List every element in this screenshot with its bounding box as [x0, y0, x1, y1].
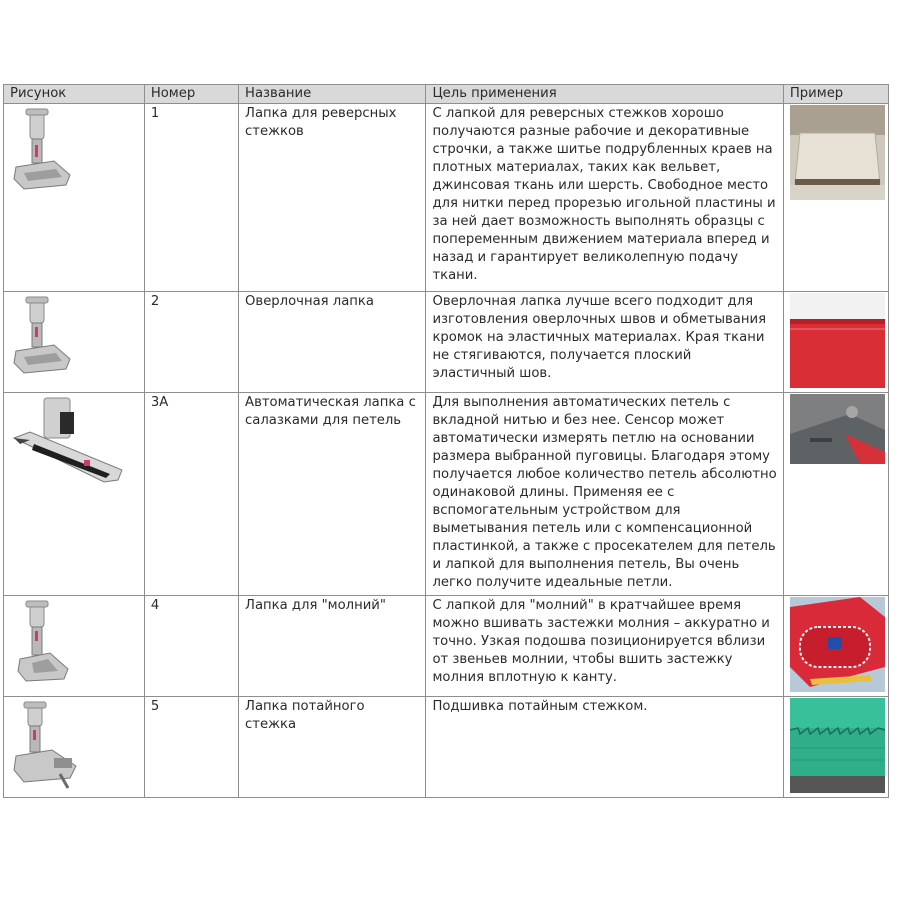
table-row — [4, 292, 889, 393]
picture-cell — [4, 104, 145, 292]
table-row — [4, 393, 889, 596]
table-row — [4, 697, 889, 798]
header-name: Название — [239, 85, 426, 104]
number-cell: 3A — [144, 393, 238, 596]
table-header-row — [4, 85, 889, 104]
overlock-sample-image — [790, 293, 885, 388]
zipper-sample-image — [790, 597, 885, 692]
example-cell — [783, 393, 888, 596]
header-number: Номер — [144, 85, 238, 104]
picture-cell — [4, 292, 145, 393]
header-picture: Рисунок — [4, 85, 145, 104]
example-cell — [783, 292, 888, 393]
number-cell: 1 — [144, 104, 238, 292]
presser-foot-1-image — [10, 105, 80, 205]
picture-cell — [4, 393, 145, 596]
number-cell: 5 — [144, 697, 238, 798]
presser-feet-table — [3, 84, 889, 798]
apron-sample-image — [790, 105, 885, 200]
purpose-cell: С лапкой для реверсных стежков хорошо получаются разные рабочие и декоративные строчки, а также шитье подрубленных краев на плотных материалах, таких как вельвет, джинсовая ткань или шерсть. Свободное место для нитки перед прорезью игольной пластины и за ней дает возможность выполнять образцы с попеременным движением материала вперед и назад и гарантирует великолепную подачу ткани. — [426, 104, 783, 292]
zipper-foot-image — [10, 597, 80, 689]
example-cell — [783, 596, 888, 697]
name-cell: Лапка потайного стежка — [239, 697, 426, 798]
purpose-cell: Подшивка потайным стежком. — [426, 697, 783, 798]
header-example: Пример — [783, 85, 888, 104]
picture-cell — [4, 697, 145, 798]
header-purpose: Цель применения — [426, 85, 783, 104]
table-row — [4, 596, 889, 697]
purpose-cell: С лапкой для "молний" в кратчайшее время можно вшивать застежки молния – аккуратно и точно. Узкая подошва позиционируется вблизи от звеньев молнии, чтобы вшить застежку молния вплотную к канту. — [426, 596, 783, 697]
blindstitch-foot-image — [10, 698, 82, 790]
blindstitch-sample-image — [790, 698, 885, 793]
purpose-cell: Для выполнения автоматических петель с вкладной нитью и без нее. Сенсор может автоматически измерять петлю на основании размера выбранной пуговицы. Благодаря этому получается любое количество петель абсолютно одинаковой длины. Применяя ее с вспомогательным устройством для выметывания петель или с компенсационной пластинкой, а также с просекателем для петель и лапкой для выполнения петель, Вы очень легко получите идеальные петли. — [426, 393, 783, 596]
name-cell: Лапка для реверсных стежков — [239, 104, 426, 292]
name-cell: Автоматическая лапка с салазками для петель — [239, 393, 426, 596]
example-cell — [783, 697, 888, 798]
picture-cell — [4, 596, 145, 697]
example-cell — [783, 104, 888, 292]
buttonhole-sample-image — [790, 394, 885, 464]
number-cell: 4 — [144, 596, 238, 697]
presser-foot-3a-image — [10, 394, 128, 486]
purpose-cell: Оверлочная лапка лучше всего подходит для изготовления оверлочных швов и обметывания кромок на эластичных материалах. Края ткани не стягиваются, получается плоский эластичный шов. — [426, 292, 783, 393]
table-row — [4, 104, 889, 292]
number-cell: 2 — [144, 292, 238, 393]
name-cell: Лапка для "молний" — [239, 596, 426, 697]
presser-foot-2-image — [10, 293, 80, 385]
name-cell: Оверлочная лапка — [239, 292, 426, 393]
